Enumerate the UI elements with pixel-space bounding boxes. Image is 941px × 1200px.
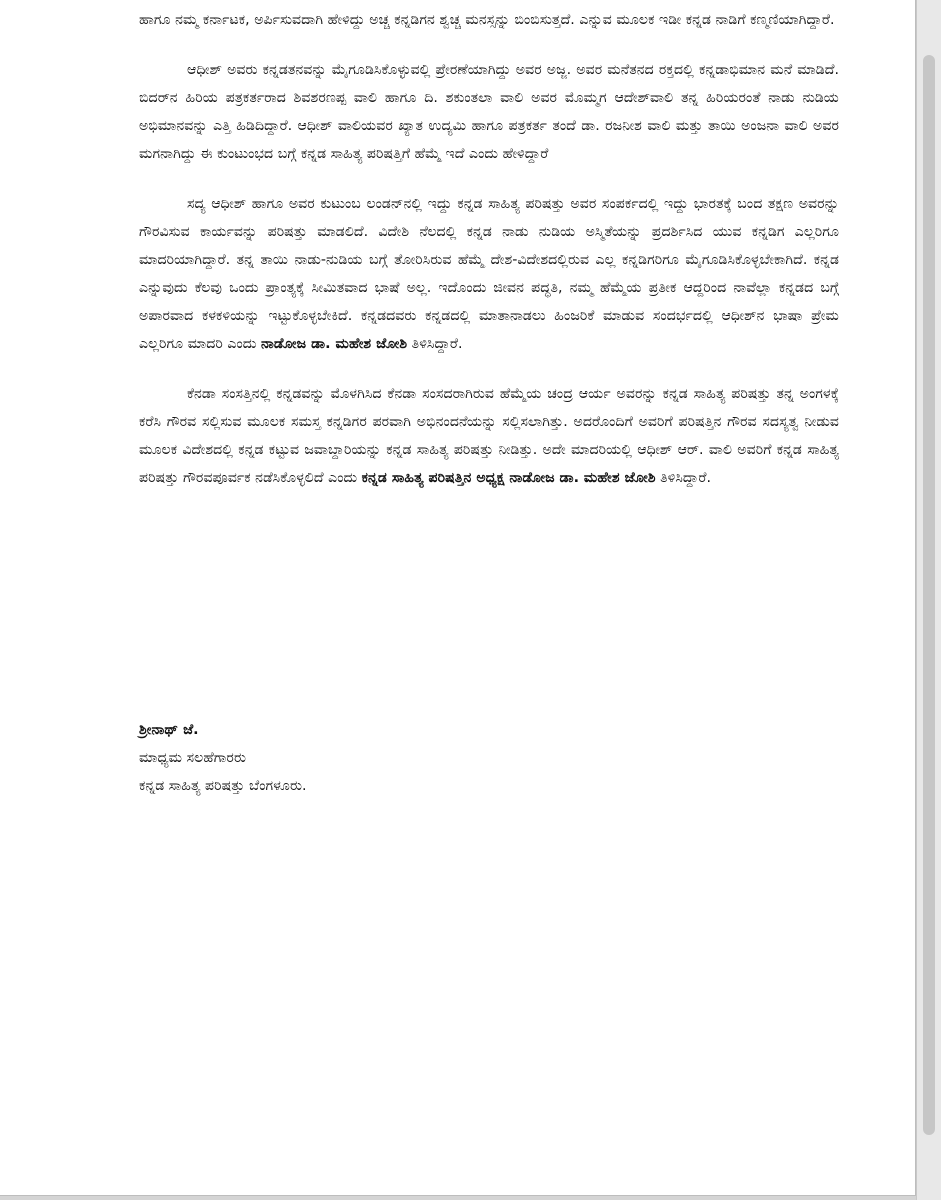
paragraph-text-end: ತಿಳಿಸಿದ್ದಾರೆ.: [655, 470, 711, 486]
paragraph-continuation: ಹಾಗೂ ನಮ್ಮ ಕರ್ನಾಟಕ, ಅರ್ಪಿಸುವದಾಗಿ ಹೇಳಿದ್ದು ಅಚ್ಚ ಕನ್ನಡಿಗನ ಶ್ವಚ್ಚ ಮನಸ್ಸನ್ನು ಬಿಂಬಿಸುತ್ತದೆ. ಎನ್ನುವ ಮೂಲಕ ಇಡೀ ಕನ್ನಡ ನಾಡಿಗೆ ಕಣ್ಮಣಿಯಾಗಿದ್ದಾರೆ.: [139, 12, 835, 28]
scrollbar-thumb[interactable]: [923, 55, 935, 1135]
signature-name: ಶ್ರೀನಾಥ್ ಜೆ.: [139, 722, 199, 738]
paragraph-family-background: ಆಧೀಶ್ ಅವರು ಕನ್ನಡತನವನ್ನು ಮೈಗೂಡಿಸಿಕೊಳ್ಳುವಲ್ಲಿ ಪ್ರೇರಣೆಯಾಗಿದ್ದು ಅವರ ಅಜ್ಜ. ಅವರ ಮನೆತನದ ರಕ್ತದಲ್ಲಿ ಕನ್ನಡಾಭಿಮಾನ ಮನೆ ಮಾಡಿದೆ. ಬಿದರ್‌ನ ಹಿರಿಯ ಪತ್ರಕರ್ತರಾದ ಶಿವಶರಣಪ್ಪ ವಾಲಿ ಹಾಗೂ ದಿ. ಶಕುಂತಲಾ ವಾಲಿ ಅವರ ಮೊಮ್ಮಗ ಆದೇಶ್‌ವಾಲಿ ತನ್ನ ಹಿರಿಯರಂತೆ ನಾಡು ನುಡಿಯ ಅಭಿಮಾನವನ್ನು ಎತ್ತಿ ಹಿಡಿದಿದ್ದಾರೆ. ಆಧೀಶ್ ವಾಲಿಯವರ ಖ್ಯಾತ ಉದ್ಯಮಿ ಹಾಗೂ ಪತ್ರಕರ್ತ ತಂದೆ ಡಾ. ರಜನೀಶ ವಾಲಿ ಮತ್ತು ತಾಯಿ ಅಂಜನಾ ವಾಲಿ ಅವರ ಮಗನಾಗಿದ್ದು ಈ ಕುಂಟುಂಭದ ಬಗ್ಗೆ ಕನ್ನಡ ಸಾಹಿತ್ಯ ಪರಿಷತ್ತಿಗೆ ಹೆಮ್ಮೆ ಇದೆ ಎಂದು ಹೇಳಿದ್ದಾರೆ: [139, 62, 839, 162]
bold-name: ಕನ್ನಡ ಸಾಹಿತ್ಯ ಪರಿಷತ್ತಿನ ಅಧ್ಯಕ್ಷ ನಾಡೋಜ ಡಾ. ಮಹೇಶ ಜೋಶಿ: [361, 470, 656, 486]
vertical-scrollbar[interactable]: [916, 0, 941, 1200]
signature-block: [139, 716, 307, 800]
paragraph-text: ಸದ್ಯ ಆಧೀಶ್ ಹಾಗೂ ಅವರ ಕುಟುಂಬ ಲಂಡನ್‌ನಲ್ಲಿ ಇದ್ದು ಕನ್ನಡ ಸಾಹಿತ್ಯ ಪರಿಷತ್ತು ಅವರ ಸಂಪರ್ಕದಲ್ಲಿ ಇದ್ದು ಭಾರತಕ್ಕೆ ಬಂದ ತಕ್ಷಣ ಅವರನ್ನು ಗೌರವಿಸುವ ಕಾರ್ಯವನ್ನು ಪರಿಷತ್ತು ಮಾಡಲಿದೆ. ವಿದೇಶಿ ನೆಲದಲ್ಲಿ ಕನ್ನಡ ನಾಡು ನುಡಿಯ ಅಸ್ಮಿತೆಯನ್ನು ಪ್ರದರ್ಶಿಸಿದ ಯುವ ಕನ್ನಡಿಗ ಎಲ್ಲರಿಗೂ ಮಾದರಿಯಾಗಿದ್ದಾರೆ. ತನ್ನ ತಾಯಿ ನಾಡು-ನುಡಿಯ ಬಗ್ಗೆ ತೋರಿಸಿರುವ ಹೆಮ್ಮೆ ದೇಶ-ವಿದೇಶದಲ್ಲಿರುವ ಎಲ್ಲ ಕನ್ನಡಿಗರಿಗೂ ಮೈಗೂಡಿಸಿಕೊಳ್ಳಬೇಕಾಗಿದೆ. ಕನ್ನಡ ಎನ್ನುವುದು ಕೆಲವು ಒಂದು ಪ್ರಾಂತ್ಯಕ್ಕೆ ಸೀಮಿತವಾದ ಭಾಷೆ ಅಲ್ಲ. ಇದೊಂದು ಜೀವನ ಪದ್ಧತಿ, ನಮ್ಮ ಹೆಮ್ಮೆಯ ಪ್ರತೀಕ ಆದ್ದರಿಂದ ನಾವೆಲ್ಲಾ ಕನ್ನಡದ ಬಗ್ಗೆ ಅಪಾರವಾದ ಕಳಕಳಿಯನ್ನು ಇಟ್ಟುಕೊಳ್ಳಬೇಕಿದೆ. ಕನ್ನಡದವರು ಕನ್ನಡದಲ್ಲಿ ಮಾತಾನಾಡಲು ಹಿಂಜರಿಕೆ ಮಾಡುವ ಸಂದರ್ಭದಲ್ಲಿ ಆಧೀಶ್‌ನ ಭಾಷಾ ಪ್ರೇಮ ಎಲ್ಲರಿಗೂ ಮಾದರಿ ಎಂದು: [139, 196, 839, 352]
document-body: [139, 6, 839, 514]
bold-name: ನಾಡೋಜ ಡಾ. ಮಹೇಶ ಜೋಶಿ: [260, 336, 408, 352]
signature-role: ಮಾಧ್ಯಮ ಸಲಹೆಗಾರರು: [139, 750, 246, 766]
paragraph-text-end: ತಿಳಿಸಿದ್ದಾರೆ.: [407, 336, 463, 352]
signature-organization: ಕನ್ನಡ ಸಾಹಿತ್ಯ ಪರಿಷತ್ತು ಬೆಂಗಳೂರು.: [139, 778, 307, 794]
paragraph-text: ಕೆನಡಾ ಸಂಸತ್ತಿನಲ್ಲಿ ಕನ್ನಡವನ್ನು ಮೊಳಗಿಸಿದ ಕೆನಡಾ ಸಂಸದರಾಗಿರುವ ಹೆಮ್ಮೆಯ ಚಂದ್ರ ಆರ್ಯ ಅವರನ್ನು ಕನ್ನಡ ಸಾಹಿತ್ಯ ಪರಿಷತ್ತು ತನ್ನ ಅಂಗಳಕ್ಕೆ ಕರೆಸಿ ಗೌರವ ಸಲ್ಲಿಸುವ ಮೂಲಕ ಸಮಸ್ತ ಕನ್ನಡಿಗರ ಪರವಾಗಿ ಅಭಿನಂದನೆಯನ್ನು ಸಲ್ಲಿಸಲಾಗಿತ್ತು. ಅದರೊಂದಿಗೆ ಅವರಿಗೆ ಪರಿಷತ್ತಿನ ಗೌರವ ಸದಸ್ಯತ್ವ ನೀಡುವ ಮೂಲಕ ವಿದೇಶದಲ್ಲಿ ಕನ್ನಡ ಕಟ್ಟುವ ಜವಾಬ್ದಾರಿಯನ್ನು ಕನ್ನಡ ಸಾಹಿತ್ಯ ಪರಿಷತ್ತು ನೀಡಿತ್ತು. ಅದೇ ಮಾದರಿಯಲ್ಲಿ ಆಧೀಶ್ ಆರ್. ವಾಲಿ ಅವರಿಗೆ ಕನ್ನಡ ಸಾಹಿತ್ಯ ಪರಿಷತ್ತು ಗೌರವಪೂರ್ವಕ ನಡೆಸಿಕೊಳ್ಳಲಿದೆ ಎಂದು: [139, 386, 839, 486]
paragraph-canada-parliament: [139, 380, 839, 492]
paragraph-london-family: [139, 190, 839, 358]
